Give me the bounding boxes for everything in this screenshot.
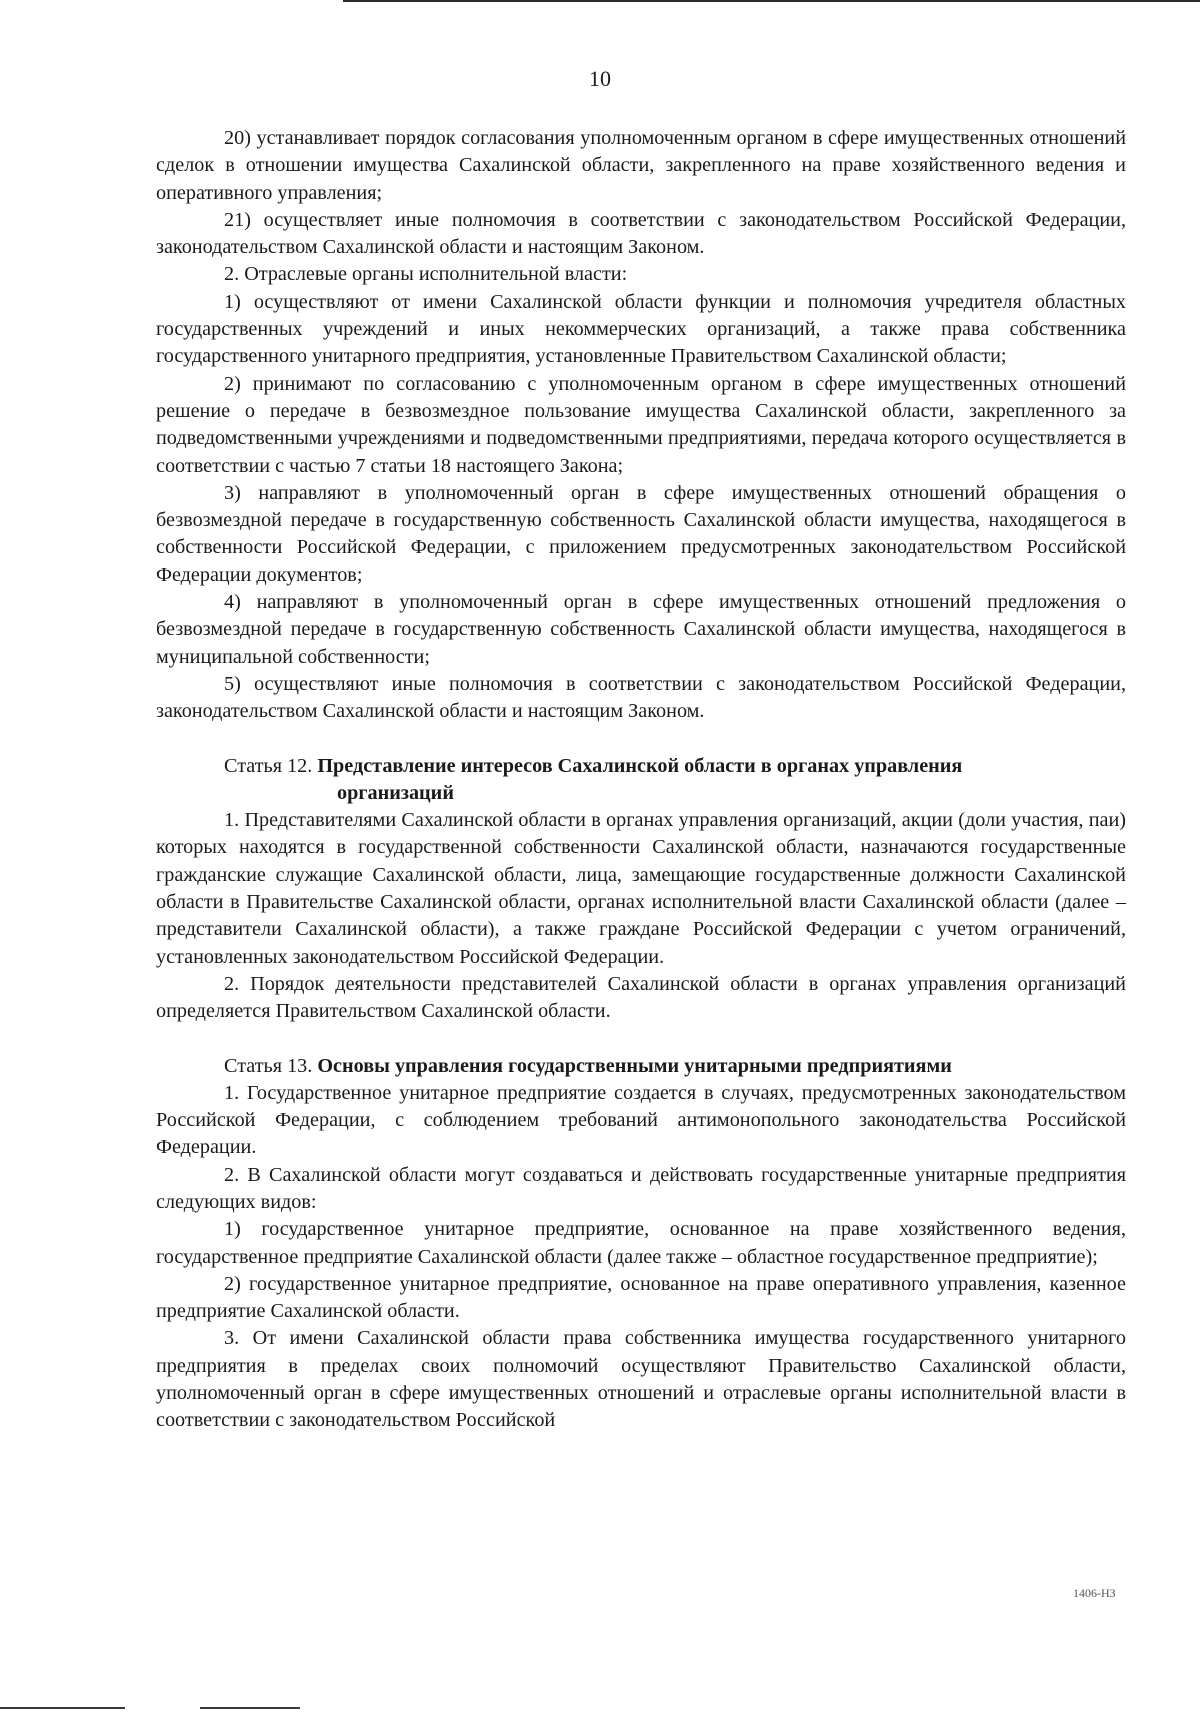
paragraph: 2) принимают по согласованию с уполномоченным органом в сфере имущественных отношений решение о передаче в безвозмездное пользование имущества Сахалинской области, закрепленного за подведомственными учреждениями и подведомственными предприятиями, передача которого осуществляется в соответствии с частью 7 статьи 18 настоящего Закона; [156,372,1126,477]
article-12-number: Статья 12. [224,754,313,777]
document-body [156,125,1126,1435]
bottom-edge-rule [200,1707,300,1709]
article-13-title: Основы управления государственными унитарными предприятиями [317,1054,952,1077]
paragraph: 2. Порядок деятельности представителей Сахалинской области в органах управления организаций определяется Правительством Сахалинской области. [156,972,1126,1023]
section-gap [156,1026,1126,1053]
top-edge-rule [343,0,1200,2]
paragraph: 1) осуществляют от имени Сахалинской области функции и полномочия учредителя областных государственных учреждений и иных некоммерческих организаций, а также права собственника государственного унитарного предприятия, установленные Правительством Сахалинской области; [156,290,1126,368]
paragraph: 21) осуществляет иные полномочия в соответствии с законодательством Российской Федерации, законодательством Сахалинской области и настоящим Законом. [156,208,1126,259]
article-12-heading [156,753,1126,808]
paragraph: 3. От имени Сахалинской области права собственника имущества государственного унитарного предприятия в пределах своих полномочий осуществляют Правительство Сахалинской области, уполномоченный орган в сфере имущественных отношений и отраслевые органы исполнительной власти в соответствии с законодательством Российской [156,1327,1126,1432]
article-12-title-continuation: организаций [337,781,454,804]
section-gap [156,726,1126,753]
paragraph: 4) направляют в уполномоченный орган в сфере имущественных отношений предложения о безвозмездной передаче в государственную собственность Сахалинской области имущества, находящегося в муниципальной собственности; [156,591,1126,668]
paragraph: 5) осуществляют иные полномочия в соответствии с законодательством Российской Федерации, законодательством Сахалинской области и настоящим Законом. [156,672,1126,723]
page-number: 10 [589,66,611,91]
paragraph: 2. Отраслевые органы исполнительной власти: [224,263,628,286]
paragraph: 1. Представителями Сахалинской области в органах управления организаций, акции (доли участия, паи) которых находятся в государственной собственности Сахалинской области, назначаются государственные гражданские служащие Сахалинской области, лица, замещающие государственные должности Сахалинской области в Правительстве Сахалинской области, органах исполнительной власти Сахалинской области (далее – представители Сахалинской области), а также граждане Российской Федерации с учетом ограничений, установленных законодательством Российской Федерации. [156,809,1126,968]
paragraph: 1. Государственное унитарное предприятие создается в случаях, предусмотренных законодательством Российской Федерации, с соблюдением требований антимонопольного законодательства Российской Федерации. [156,1081,1126,1159]
article-12-title: Представление интересов Сахалинской области в органах управления [317,754,963,777]
article-13-number: Статья 13. [224,1054,313,1077]
paragraph: 3) направляют в уполномоченный орган в сфере имущественных отношений обращения о безвозмездной передаче в государственную собственность Сахалинской области имущества, находящегося в собственности Российской Федерации, с приложением предусмотренных законодательством Российской Федерации документов; [156,481,1126,586]
paragraph: 2. В Сахалинской области могут создаваться и действовать государственные унитарные предприятия следующих видов: [156,1163,1126,1213]
article-13-heading [156,1053,1126,1080]
document-code: 1406-НЗ [1073,1586,1116,1600]
paragraph: 2) государственное унитарное предприятие, основанное на праве оперативного управления, казенное предприятие Сахалинской области. [156,1272,1126,1323]
bottom-edge-rule [0,1707,125,1709]
paragraph: 1) государственное унитарное предприятие, основанное на праве хозяйственного ведения, государственное предприятие Сахалинской области (далее также – областное государственное предприятие); [156,1218,1126,1268]
paragraph: 20) устанавливает порядок согласования уполномоченным органом в сфере имущественных отношений сделок в отношении имущества Сахалинской области, закрепленного на праве хозяйственного ведения и оперативного управления; [156,127,1126,204]
